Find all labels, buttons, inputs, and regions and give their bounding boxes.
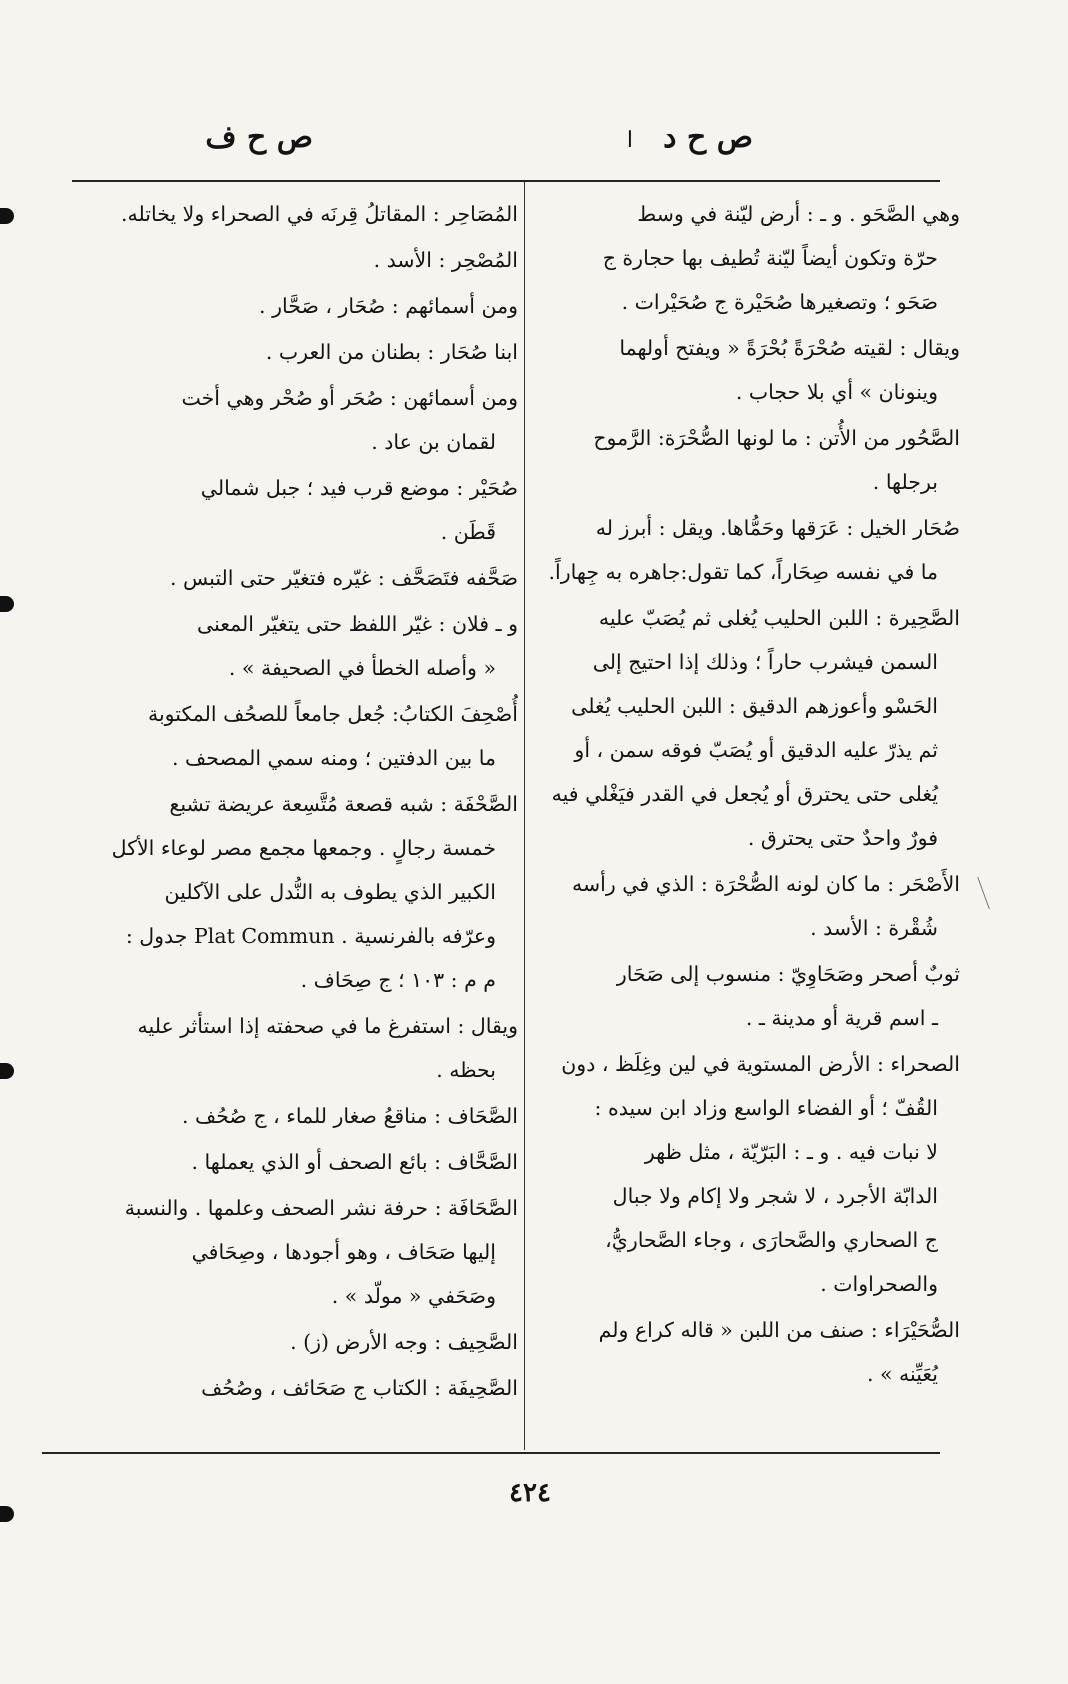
entry-line: الأَصْحَر : ما كان لونه الصُّحْرَة : الذي في رأسه <box>571 872 960 896</box>
dictionary-entry <box>530 862 960 950</box>
entry-line: المُصَاحِر : المقاتلُ قِرنَه في الصحراء ولا يخاتله. <box>120 202 518 226</box>
entry-line: ومن أسمائهم : صُحَار ، صَحَّار . <box>259 294 518 318</box>
entry-line: الصحراء : الأرض المستوية في لين وغِلَظ ، دون <box>561 1052 960 1076</box>
entry-line: الكبير الذي يطوف به النُّدل على الآكلين <box>164 880 496 904</box>
dictionary-entry <box>530 326 960 414</box>
dictionary-entry <box>530 416 960 504</box>
column-divider <box>524 182 525 1450</box>
dictionary-entry <box>530 506 960 594</box>
entry-line: قَطَن . <box>440 520 496 544</box>
margin-mark <box>0 1063 14 1079</box>
entry-line: وعرّفه بالفرنسية . Plat Commun جدول : <box>125 924 496 948</box>
dictionary-entry <box>48 238 518 282</box>
entry-line: خمسة رجالٍ . وجمعها مجمع مصر لوعاء الأكل <box>111 836 496 860</box>
bottom-rule <box>42 1452 940 1454</box>
page-number: ٤٢٤ <box>509 1478 551 1508</box>
entry-line: م م : ١٠٣ ؛ ج صِحَاف . <box>300 968 496 992</box>
entry-line: وينونان » أي بلا حجاب . <box>735 380 938 404</box>
dictionary-entry <box>48 284 518 328</box>
header-root-right: ص ح د <box>663 120 753 155</box>
dictionary-entry <box>48 556 518 600</box>
entry-line: بحظه . <box>436 1058 496 1082</box>
dictionary-entry <box>48 692 518 780</box>
entry-line: ويقال : لقيته صُحْرَةً بُحْرَةً « ويفتح أولهما <box>619 336 960 360</box>
margin-stroke <box>977 877 990 909</box>
dictionary-entry <box>530 596 960 860</box>
margin-mark <box>0 1506 14 1522</box>
top-rule <box>72 180 940 182</box>
right-column <box>530 192 960 1398</box>
dictionary-entry <box>48 1004 518 1092</box>
entry-line: الصَّحِيف : وجه الأرض (ز) . <box>290 1330 518 1354</box>
dictionary-entry <box>48 192 518 236</box>
entry-line: و ـ فلان : غيّر اللفظ حتى يتغيّر المعنى <box>197 612 518 636</box>
entry-line: والصحراوات . <box>820 1272 938 1296</box>
dictionary-entry <box>48 1366 518 1410</box>
dictionary-entry <box>530 192 960 324</box>
entry-line: الصَّحَاف : مناقعُ صغار للماء ، ج صُحُف . <box>181 1104 518 1128</box>
entry-line: الصَّحَّاف : بائع الصحف أو الذي يعملها . <box>191 1150 518 1174</box>
entry-line: ما في نفسه صِحَاراً، كما تقول:جاهره به جِهاراً. <box>548 560 938 584</box>
entry-line: فورٌ واحدٌ حتى يحترق . <box>747 826 938 850</box>
entry-line: الصَّحُور من الأُتن : ما لونها الصُّحْرَة: الرَّموح <box>593 426 960 450</box>
entry-line: ثم يذرّ عليه الدقيق أو يُصَبّ فوقه سمن ، أو <box>574 738 938 762</box>
entry-line: السمن فيشرب حاراً ؛ وذلك إذا احتيج إلى <box>592 650 938 674</box>
entry-line: الصَّحِيرة : اللبن الحليب يُغلى ثم يُصَبّ عليه <box>598 606 960 630</box>
entry-line: « وأصله الخطأ في الصحيفة » . <box>228 656 496 680</box>
entry-line: ثوبٌ أصحر وصَحَاوِيّ : منسوب إلى صَحَار <box>616 962 960 986</box>
entry-line: حرّة وتكون أيضاً ليّنة تُطيف بها حجارة ج <box>602 246 938 270</box>
entry-line: برجلها . <box>872 470 938 494</box>
entry-line: الصَّحِيفَة : الكتاب ج صَحَائف ، وصُحُف <box>201 1376 518 1400</box>
entry-line: ج الصحاري والصَّحارَى ، وجاء الصَّحاريُّ، <box>605 1228 938 1252</box>
entry-line: ما بين الدفتين ؛ ومنه سمي المصحف . <box>171 746 496 770</box>
entry-line: القُفّ ؛ أو الفضاء الواسع وزاد ابن سيده : <box>594 1096 938 1120</box>
dictionary-entry <box>48 466 518 554</box>
entry-line: الصَّحَافَة : حرفة نشر الصحف وعلمها . والنسبة <box>124 1196 518 1220</box>
header-tick-mark: ا <box>626 128 633 153</box>
entry-line: أُصْحِفَ الكتابُ: جُعل جامعاً للصحُف المكتوبة <box>147 702 518 726</box>
entry-line: إليها صَحَاف ، وهو أجودها ، وصِحَافي <box>191 1240 496 1264</box>
dictionary-entry <box>530 1308 960 1396</box>
dictionary-entry <box>48 602 518 690</box>
dictionary-entry <box>530 1042 960 1306</box>
entry-line: الحَسْو وأعوزهم الدقيق : اللبن الحليب يُغلى <box>571 694 938 718</box>
entry-line: الصُّحَيْرَاء : صنف من اللبن « قاله كراع ولم <box>598 1318 960 1342</box>
dictionary-entry <box>48 376 518 464</box>
entry-line: شُقْرة : الأسد . <box>810 916 938 940</box>
dictionary-entry <box>530 952 960 1040</box>
entry-line: لا نبات فيه . و ـ : البَرّيّة ، مثل ظهر <box>644 1140 938 1164</box>
entry-line: صُحَار الخيل : عَرَقها وحَمُّاها. ويقل : أبرز له <box>595 516 960 540</box>
left-column <box>48 192 518 1412</box>
header-root-left: ص ح ف <box>205 120 313 155</box>
entry-line: المُصْحِر : الأسد . <box>373 248 518 272</box>
margin-mark <box>0 208 14 224</box>
entry-line: يُعَيِّنه » . <box>866 1362 938 1386</box>
dictionary-entry <box>48 782 518 1002</box>
dictionary-entry <box>48 1140 518 1184</box>
entry-line: يُغلى حتى يحترق أو يُجعل في القدر فيَغْلي فيه <box>551 782 938 806</box>
dictionary-entry <box>48 1094 518 1138</box>
entry-line: الصَّحْفَة : شبه قصعة مُتَّسِعة عريضة تشبع <box>169 792 518 816</box>
entry-line: ومن أسمائهن : صُحَر أو صُحْر وهي أخت <box>181 386 518 410</box>
dictionary-entry <box>48 1320 518 1364</box>
entry-line: صُحَيْر : موضع قرب فيد ؛ جبل شمالي <box>200 476 518 500</box>
entry-line: وهي الصَّحَو . و ـ : أرض ليّنة في وسط <box>637 202 960 226</box>
entry-line: لقمان بن عاد . <box>371 430 496 454</box>
entry-line: وصَحَفي « مولّد » . <box>331 1284 496 1308</box>
entry-line: ابنا صُحَار : بطنان من العرب . <box>265 340 518 364</box>
margin-mark <box>0 596 14 612</box>
entry-line: صَحَّفه فتَصَحَّف : غيّره فتغيّر حتى التبس . <box>170 566 518 590</box>
dictionary-entry <box>48 1186 518 1318</box>
entry-line: ـ اسم قرية أو مدينة ـ . <box>745 1006 938 1030</box>
entry-line: صَحَو ؛ وتصغيرها صُحَيْرة ج صُحَيْرات . <box>621 290 938 314</box>
entry-line: ويقال : استفرغ ما في صحفته إذا استأثر عليه <box>137 1014 518 1038</box>
dictionary-entry <box>48 330 518 374</box>
entry-line: الدابّة الأجرد ، لا شجر ولا إكام ولا جبال <box>612 1184 938 1208</box>
